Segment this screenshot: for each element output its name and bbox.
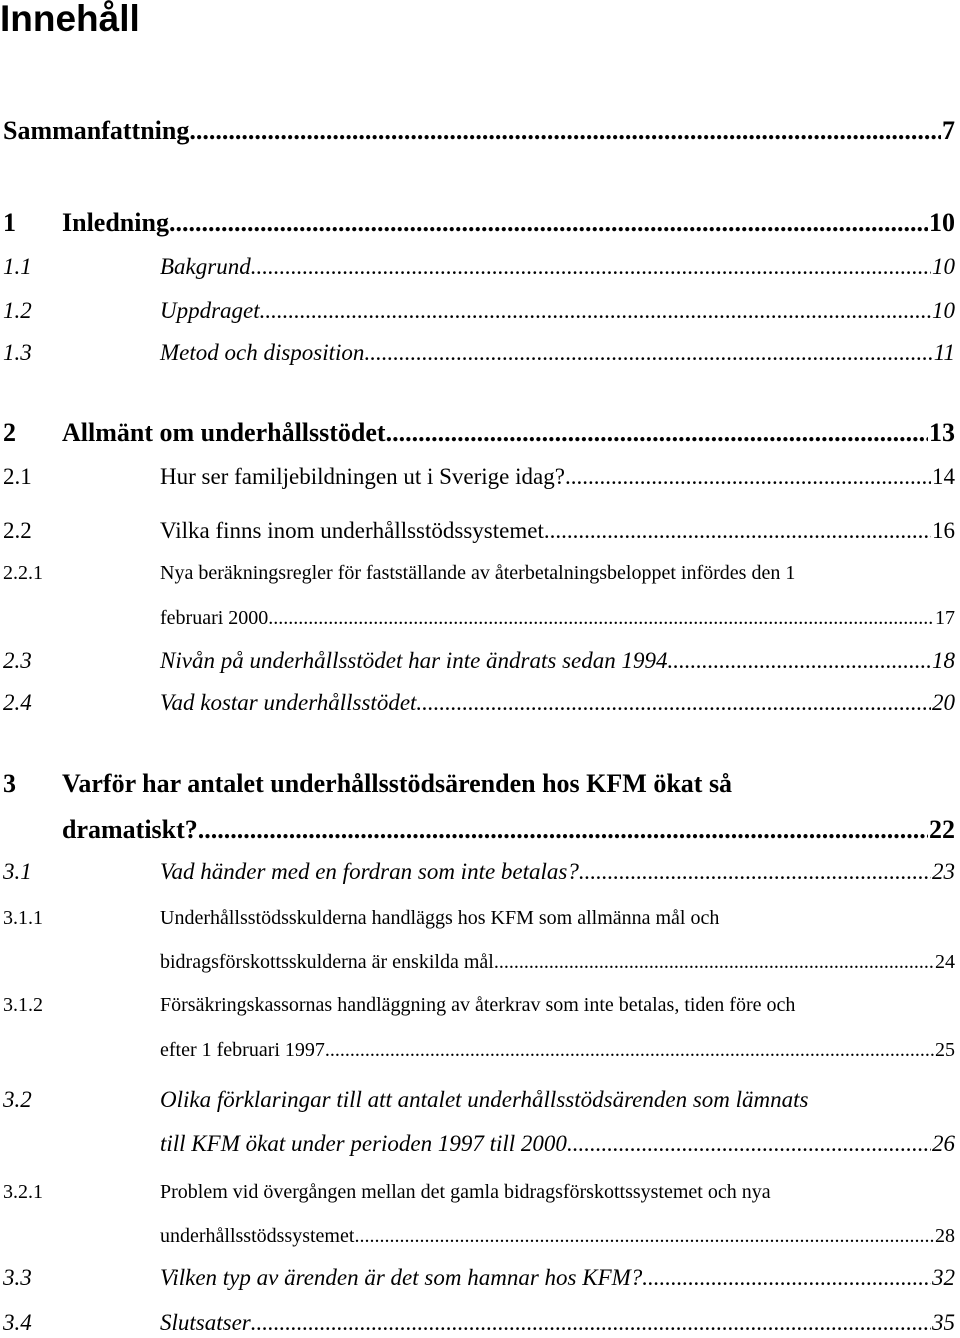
toc-page-number: 16 (932, 518, 955, 543)
toc-title: Vad händer med en fordran som inte betalas? (160, 859, 579, 884)
toc-title: Vad kostar underhållsstödet (160, 690, 417, 715)
toc-number: 1.3 (3, 340, 32, 365)
toc-page-number: 26 (932, 1131, 955, 1156)
dot-leader (668, 646, 932, 676)
dot-leader (544, 516, 931, 546)
toc-number: 3.4 (3, 1310, 32, 1335)
dot-leader (494, 947, 934, 977)
dot-leader (567, 1129, 931, 1159)
toc-title: Uppdraget (160, 298, 260, 323)
dot-leader (416, 688, 931, 718)
toc-page-number: 18 (932, 648, 955, 673)
toc-title: Slutsatser (160, 1310, 251, 1335)
toc-number: 2.4 (3, 690, 32, 715)
toc-number: 2 (3, 418, 16, 447)
dot-leader (251, 252, 931, 282)
toc-page-number: 32 (932, 1265, 955, 1290)
toc-number: 3.2.1 (3, 1181, 43, 1203)
toc-title: till KFM ökat under perioden 1997 till 2000 (160, 1131, 567, 1156)
toc-page-number: 7 (942, 116, 955, 145)
toc-page-number: 14 (932, 464, 955, 489)
dot-leader (251, 1308, 931, 1338)
toc-title: underhållsstödssystemet (160, 1225, 355, 1247)
toc-title: Sammanfattning (3, 116, 190, 145)
dot-leader (169, 208, 928, 238)
toc-title: Underhållsstödsskulderna handläggs hos KFM som allmänna mål och (160, 907, 720, 929)
toc-title: Allmänt om underhållsstödet (62, 418, 386, 447)
toc-title: bidragsförskottsskulderna är enskilda mål (160, 951, 494, 973)
toc-page-number: 24 (935, 951, 955, 973)
toc-page-number: 10 (929, 208, 955, 237)
toc-page-number: 17 (935, 607, 955, 629)
toc-title: Problem vid övergången mellan det gamla bidragsförskottssystemet och nya (160, 1181, 771, 1203)
toc-number: 2.3 (3, 648, 32, 673)
toc-title: Inledning (62, 208, 169, 237)
toc-page-number: 10 (932, 298, 955, 323)
toc-title: Nivån på underhållsstödet har inte ändrats sedan 1994 (160, 648, 668, 673)
toc-title: Vilka finns inom underhållsstödssystemet (160, 518, 544, 543)
toc-title: Hur ser familjebildningen ut i Sverige idag? (160, 464, 565, 489)
dot-leader (364, 338, 932, 368)
toc-number: 2.1 (3, 464, 32, 489)
toc-title: Varför har antalet underhållsstödsärenden hos KFM ökat så (62, 769, 733, 798)
dot-leader (386, 418, 928, 448)
dot-leader (260, 296, 931, 326)
toc-title: Metod och disposition (160, 340, 365, 365)
page-title: Innehåll (0, 0, 140, 39)
toc-number: 3.3 (3, 1265, 32, 1290)
toc-title: Nya beräkningsregler för fastställande av återbetalningsbeloppet infördes den 1 (160, 562, 796, 584)
toc-number: 3.2 (3, 1087, 32, 1112)
toc-number: 2.2 (3, 518, 32, 543)
dot-leader (579, 857, 931, 887)
toc-page-number: 11 (933, 340, 955, 365)
toc-page-number: 22 (929, 815, 955, 844)
toc-title: Bakgrund (160, 254, 251, 279)
toc-number: 1 (3, 208, 16, 237)
toc-page-number: 20 (932, 690, 955, 715)
dot-leader (354, 1221, 934, 1251)
toc-title: efter 1 februari 1997 (160, 1039, 325, 1061)
dot-leader (325, 1035, 934, 1065)
dot-leader (565, 462, 931, 492)
toc-page-number: 25 (935, 1039, 955, 1061)
dot-leader (198, 815, 928, 845)
toc-number: 3.1 (3, 859, 32, 884)
dot-leader (268, 603, 934, 633)
toc-title: Vilken typ av ärenden är det som hamnar hos KFM? (160, 1265, 643, 1290)
toc-number: 3.1.1 (3, 907, 43, 929)
toc-page-number: 23 (932, 859, 955, 884)
toc-number: 3.1.2 (3, 994, 43, 1016)
dot-leader (189, 116, 941, 146)
toc-title: februari 2000 (160, 607, 269, 629)
toc-page-number: 10 (932, 254, 955, 279)
dot-leader (642, 1263, 931, 1293)
toc-number: 2.2.1 (3, 562, 43, 584)
toc-number: 1.1 (3, 254, 32, 279)
toc-title: Olika förklaringar till att antalet underhållsstödsärenden som lämnats (160, 1087, 809, 1112)
toc-title: dramatiskt? (62, 815, 198, 844)
toc-title: Försäkringskassornas handläggning av återkrav som inte betalas, tiden före och (160, 994, 796, 1016)
toc-number: 3 (3, 769, 16, 798)
toc-page-number: 35 (932, 1310, 955, 1335)
toc-number: 1.2 (3, 298, 32, 323)
toc-page-number: 13 (929, 418, 955, 447)
toc-page-number: 28 (935, 1225, 955, 1247)
